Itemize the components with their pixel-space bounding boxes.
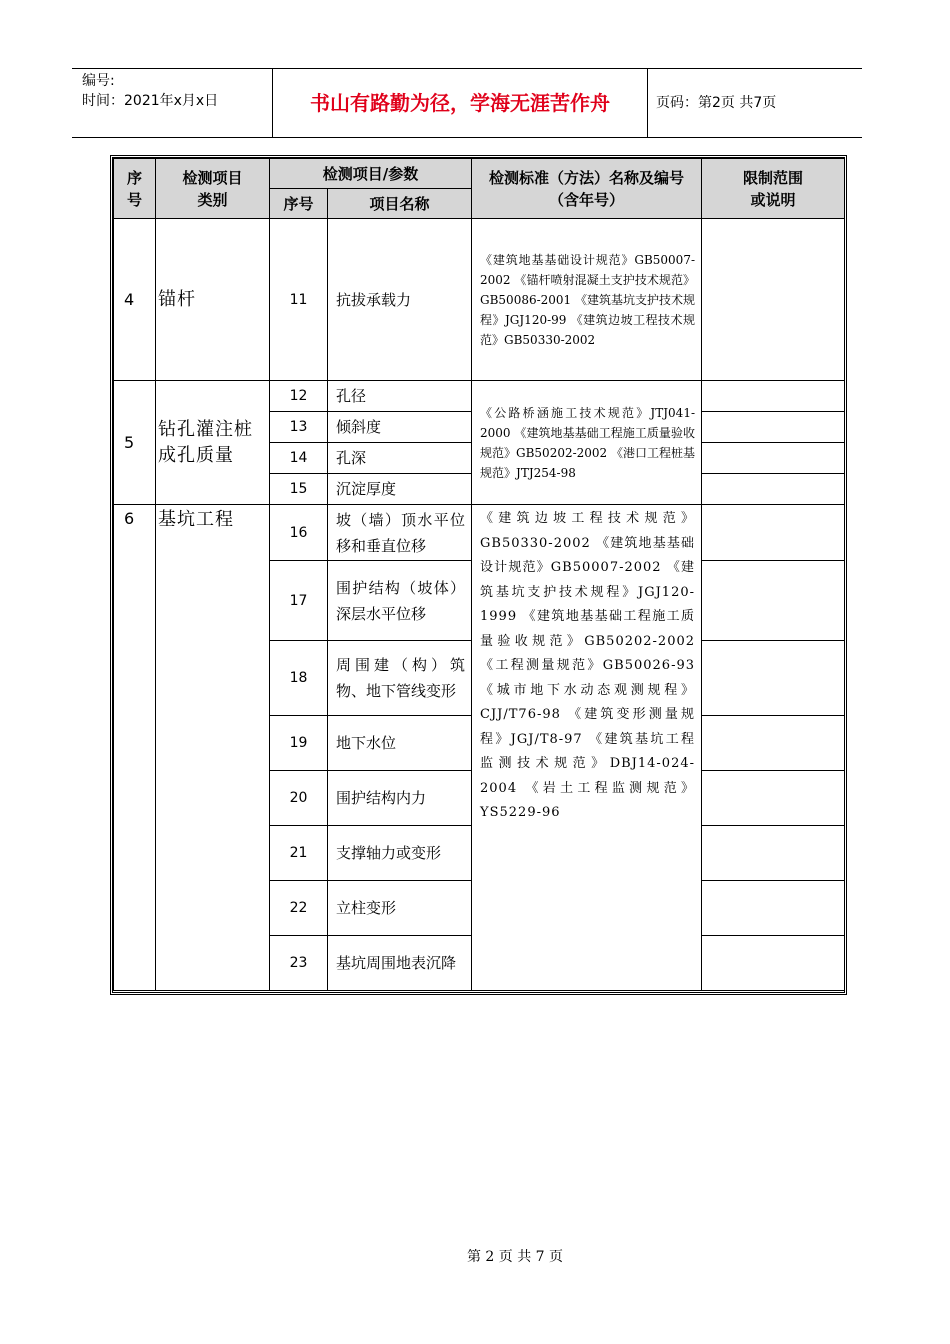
item-name: 支撑轴力或变形	[328, 826, 472, 881]
limit-cell	[702, 826, 845, 881]
group-standard: 《建筑地基基础设计规范》GB50007-2002 《锚杆喷射混凝土支护技术规范》GB50086-2001 《建筑基坑支护技术规程》JGJ120-99 《建筑边坡工程技术规范》GB50330-2002	[472, 219, 702, 381]
header-limit: 限制范围或说明	[702, 159, 845, 219]
group-standard: 《公路桥涵施工技术规范》JTJ041-2000 《建筑地基基础工程施工质量验收规范》GB50202-2002 《港口工程桩基规范》JTJ254-98	[472, 381, 702, 505]
item-number: 16	[270, 505, 328, 561]
group-seq: 6	[114, 505, 156, 991]
item-number: 21	[270, 826, 328, 881]
table-row	[114, 219, 845, 381]
item-name: 立柱变形	[328, 881, 472, 936]
group-category: 钻孔灌注桩成孔质量	[156, 381, 270, 505]
limit-cell	[702, 219, 845, 381]
group-seq: 5	[114, 381, 156, 505]
item-number: 15	[270, 474, 328, 505]
item-name: 围护结构（坡体）深层水平位移	[328, 561, 472, 641]
item-name: 基坑周围地表沉降	[328, 936, 472, 991]
limit-cell	[702, 381, 845, 412]
limit-cell	[702, 716, 845, 771]
group-category: 基坑工程	[156, 505, 270, 991]
limit-cell	[702, 641, 845, 716]
limit-cell	[702, 443, 845, 474]
item-name: 沉淀厚度	[328, 474, 472, 505]
item-number: 17	[270, 561, 328, 641]
time-label: 时间：2021年x月x日	[82, 93, 219, 109]
header-param-group: 检测项目/参数	[270, 159, 472, 189]
group-seq: 4	[114, 219, 156, 381]
table-row	[114, 381, 845, 412]
page-footer: 第 2 页 共 7 页	[466, 1249, 564, 1265]
header-param-name: 项目名称	[328, 189, 472, 219]
header-meta	[72, 69, 273, 137]
table-row	[114, 505, 845, 561]
item-number: 18	[270, 641, 328, 716]
item-name: 周围建（构）筑物、地下管线变形	[328, 641, 472, 716]
group-standard: 《建筑边坡工程技术规范》GB50330-2002 《建筑地基基础设计规范》GB50007-2002 《建筑基坑支护技术规程》JGJ120-1999 《建筑地基基础工程施工质量验收规范》GB50202-2002 《工程测量规范》GB50026-93 《城市地下水动态观测规程》CJJ/T76-98 《建筑变形测量规程》JGJ/T8-97 《建筑基坑工程监测技术规范》DBJ14-024-2004 《岩土工程监测规范》YS5229-96	[472, 505, 702, 991]
header-param-seq: 序号	[270, 189, 328, 219]
item-name: 孔深	[328, 443, 472, 474]
item-name: 倾斜度	[328, 412, 472, 443]
item-name: 抗拔承载力	[328, 219, 472, 381]
item-name: 孔径	[328, 381, 472, 412]
item-name: 地下水位	[328, 716, 472, 771]
header-motto: 书山有路勤为径，学海无涯苦作舟	[273, 69, 648, 137]
page-header	[72, 68, 862, 138]
header-seq: 序号	[114, 159, 156, 219]
item-number: 20	[270, 771, 328, 826]
item-name: 坡（墙）顶水平位移和垂直位移	[328, 505, 472, 561]
group-category: 锚杆	[156, 219, 270, 381]
item-number: 23	[270, 936, 328, 991]
header-standard: 检测标准（方法）名称及编号（含年号）	[472, 159, 702, 219]
item-number: 13	[270, 412, 328, 443]
limit-cell	[702, 561, 845, 641]
limit-cell	[702, 474, 845, 505]
item-number: 19	[270, 716, 328, 771]
limit-cell	[702, 505, 845, 561]
number-label: 编号:	[82, 73, 115, 89]
item-number: 14	[270, 443, 328, 474]
item-name: 围护结构内力	[328, 771, 472, 826]
limit-cell	[702, 771, 845, 826]
limit-cell	[702, 936, 845, 991]
page-number-label: 页码：第2页 共7页	[656, 95, 777, 111]
header-category: 检测项目类别	[156, 159, 270, 219]
limit-cell	[702, 412, 845, 443]
item-number: 12	[270, 381, 328, 412]
item-number: 22	[270, 881, 328, 936]
inspection-table	[110, 155, 847, 995]
item-number: 11	[270, 219, 328, 381]
limit-cell	[702, 881, 845, 936]
